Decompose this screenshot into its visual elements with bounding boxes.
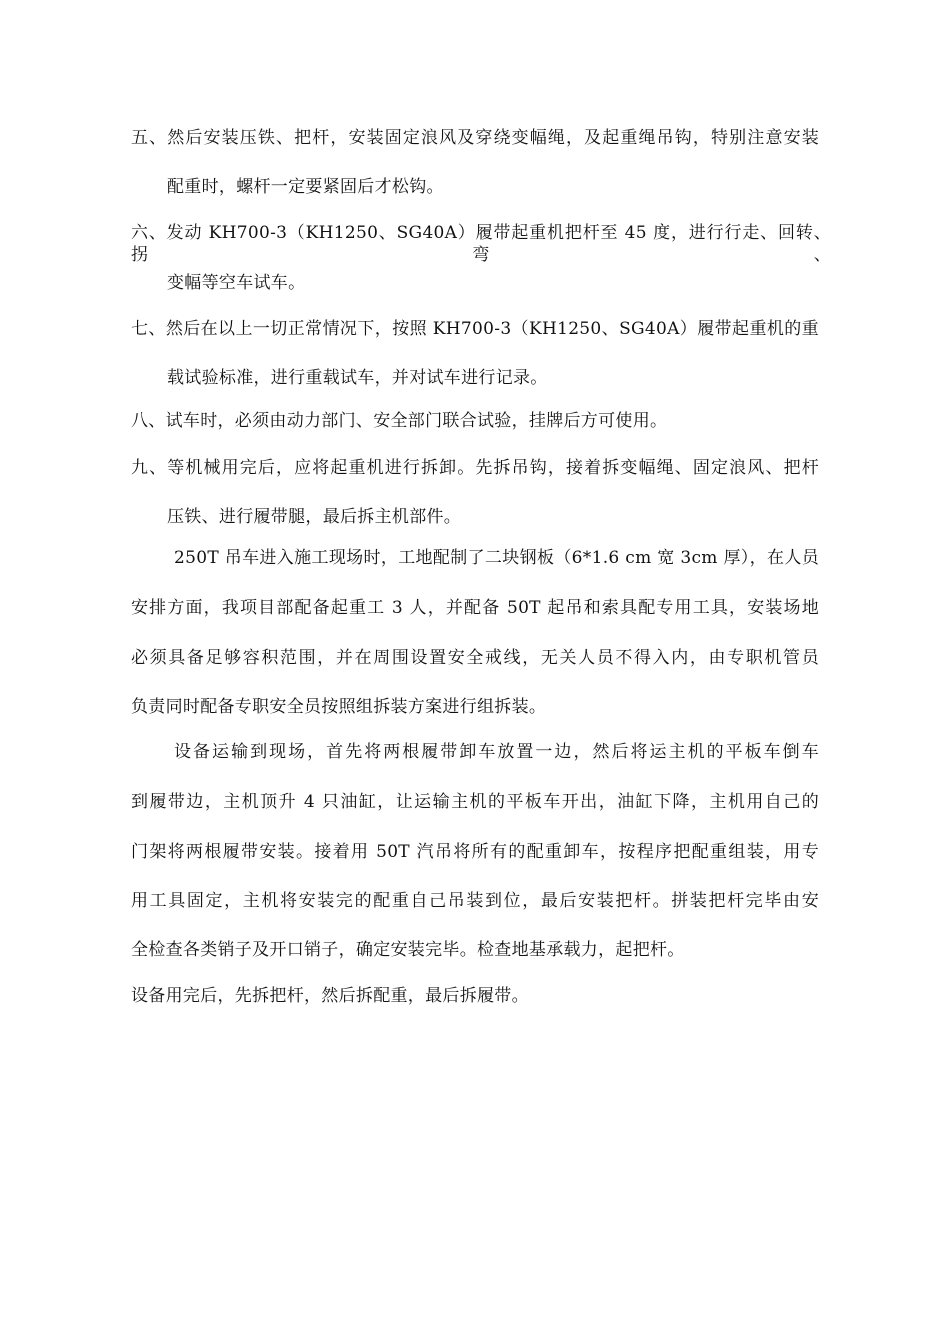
text-line-7: 八、试车时，必须由动力部门、安全部门联合试验，挂牌后方可使用。	[131, 411, 668, 431]
text-line-4: 变幅等空车试车。	[167, 273, 306, 293]
text-line-14: 设备运输到现场，首先将两根履带卸车放置一边，然后将运主机的平板车倒车	[174, 742, 819, 762]
text-line-6: 载试验标准，进行重载试车，并对试车进行记录。	[167, 368, 548, 388]
text-line-12: 必须具备足够容积范围，并在周围设置安全戒线，无关人员不得入内，由专职机管员	[131, 648, 819, 668]
text-line-11: 安排方面，我项目部配备起重工 3 人，并配备 50T 起吊和索具配专用工具，安装场地	[131, 598, 819, 618]
text-line-2: 配重时，螺杆一定要紧固后才松钩。	[167, 177, 444, 197]
text-line-5: 七、然后在以上一切正常情况下，按照 KH700-3（KH1250、SG40A）履带起重机的重	[131, 319, 819, 339]
text-line-17: 用工具固定，主机将安装完的配重自己吊装到位，最后安装把杆。拼装把杆完毕由安	[131, 891, 819, 911]
text-line-13: 负责同时配备专职安全员按照组拆装方案进行组拆装。	[131, 697, 547, 717]
text-line-1: 五、然后安装压铁、把杆，安装固定浪风及穿绕变幅绳，及起重绳吊钩，特别注意安装	[131, 128, 819, 148]
text-line-9: 压铁、进行履带腿，最后拆主机部件。	[167, 507, 462, 527]
text-line-15: 到履带边，主机顶升 4 只油缸，让运输主机的平板车开出，油缸下降，主机用自己的	[131, 792, 819, 812]
text-line-10: 250T 吊车进入施工现场时，工地配制了二块钢板（6*1.6 cm 宽 3cm 厚），在人员	[174, 548, 819, 568]
text-line-16: 门架将两根履带安装。接着用 50T 汽吊将所有的配重卸车，按程序把配重组装，用专	[131, 842, 819, 862]
text-line-18: 全检查各类销子及开口销子，确定安装完毕。检查地基承载力，起把杆。	[131, 940, 685, 960]
text-line-3: 六、发动 KH700-3（KH1250、SG40A）履带起重机把杆至 45 度，进行行走、回转、拐弯、	[131, 223, 831, 265]
text-line-19: 设备用完后，先拆把杆，然后拆配重，最后拆履带。	[131, 986, 529, 1006]
text-line-8: 九、等机械用完后，应将起重机进行拆卸。先拆吊钩，接着拆变幅绳、固定浪风、把杆	[131, 458, 819, 478]
